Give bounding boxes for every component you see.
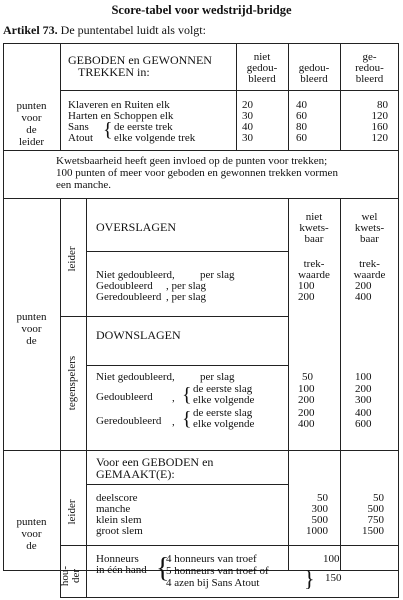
row-label: deelscore [96,492,138,504]
honours-line: 4 azen bij Sans Atout [166,577,260,589]
divider [86,251,288,252]
label-leider: leider [66,499,78,525]
page-title: Score-tabel voor wedstrijd-bridge [111,3,292,17]
cell: 200 [355,383,372,395]
cell: 60 [296,132,307,144]
cell: 200 [298,407,315,419]
divider [60,90,399,91]
brace-symbol: } [304,566,315,591]
comma: , [172,416,175,428]
side-label-leider: punten voor de leider [16,100,47,148]
cell: 40 [296,99,307,111]
brace-symbol: { [182,408,192,430]
label-houder: hou- der [59,565,82,587]
cell: 60 [296,110,307,122]
brace-symbol: { [156,553,170,584]
row-label: klein slem [96,514,142,526]
brace-symbol: { [182,384,192,406]
section1-heading: GEBODEN en GEWONNEN TREKKEN in: [68,53,212,79]
cell: 50 [317,492,328,504]
divider [86,198,87,451]
row-label: Gedoubleerd [96,391,153,403]
row-unit: per slag [200,269,235,281]
divider [86,365,288,366]
honours-line: 4 honneurs van troef [166,553,257,565]
row-label: groot slem [96,525,143,537]
row-label: Atout [68,132,94,144]
cell: 100 [355,371,372,383]
cell: 80 [377,99,388,111]
cell: 50 [302,371,313,383]
cell: 1500 [362,525,384,537]
divider [60,43,61,151]
vulnerability-note: Kwetsbaarheid heeft geen invloed op de punten voor trekken; 100 punten of meer voor geboden en gewonnen trekken vormen een manche. [56,155,338,191]
cell: 30 [242,132,253,144]
cell: 100 [323,553,340,565]
col-header-geredoubleerd: ge- redou- bleerd [355,51,384,85]
cell: 400 [298,418,315,430]
cell: trek- [303,258,325,270]
article-heading [3,23,206,38]
article-intro: De puntentabel luidt als volgt: [60,23,206,37]
article-number: Artikel 73. [3,23,58,37]
cell: 500 [367,503,384,515]
row-unit: , per slag [166,280,207,292]
row-sublabel: de eerste slag [193,383,253,395]
cell: 50 [373,492,384,504]
col-header-niet-gedoubleerd: niet gedou- bleerd [246,51,278,85]
row-label: manche [96,503,131,515]
row-sublabel: elke volgende [193,394,255,406]
row-label: Niet gedoubleerd, [96,269,175,281]
cell: 20 [242,99,253,111]
cell: 120 [371,110,388,122]
overslagen-heading: OVERSLAGEN [96,220,176,234]
honours-label: Honneurs in één hand [96,553,147,576]
divider [86,484,288,485]
section3-heading: Voor een GEBODEN en GEMAAKT(E): [96,455,214,481]
cell: 30 [242,110,253,122]
cell: 160 [371,121,388,133]
label-leider: leider [66,246,78,272]
side-label-points: punten voor de [16,516,47,552]
row-label: Niet gedoubleerd, [96,371,175,383]
divider [60,316,288,317]
cell: 120 [371,132,388,144]
cell: 80 [296,121,307,133]
cell: waarde [353,269,386,281]
cell: 500 [311,514,328,526]
cell: 200 [355,280,372,292]
label-tegenspelers: tegenspelers [66,355,78,411]
cell: 300 [311,503,328,515]
cell: 100 [298,280,315,292]
col-header-wel-kwetsbaar: wel kwets- baar [354,211,385,245]
side-label-points: punten voor de [16,311,47,347]
row-sublabel: de eerste trek [114,121,173,133]
cell: 100 [298,383,315,395]
row-label: Geredoubleerd [96,291,162,303]
row-label: Gedoubleerd [96,280,153,292]
cell: 150 [325,572,342,584]
honours-line: 5 honneurs van troef of [166,565,269,577]
cell: 600 [355,418,372,430]
cell: 750 [367,514,384,526]
divider [86,545,87,598]
cell: trek- [359,258,380,270]
row-sublabel: elke volgende [193,418,255,430]
cell: 300 [355,394,372,406]
row-sublabel: elke volgende trek [114,132,196,144]
row-unit: , per slag [166,291,207,303]
row-sublabel: de eerste slag [193,407,253,419]
row-unit: per slag [200,371,235,383]
cell: 200 [298,394,315,406]
row-label: Klaveren en Ruiten elk [68,99,170,111]
brace-symbol: { [103,119,113,141]
cell: 200 [298,291,315,303]
divider [60,198,61,451]
row-label: Geredoubleerd [96,415,162,427]
divider [288,43,289,151]
comma: , [172,392,175,404]
row-label: Sans [68,121,89,133]
cell: 400 [355,291,372,303]
cell: 400 [355,407,372,419]
cell: 1000 [306,525,328,537]
downslagen-heading: DOWNSLAGEN [96,328,181,342]
cell: 40 [242,121,253,133]
cell: waarde [298,269,330,281]
col-header-niet-kwetsbaar: niet kwets- baar [299,211,329,245]
row-label: Harten en Schoppen elk [68,110,174,122]
col-header-gedoubleerd: gedou- bleerd [298,62,330,85]
